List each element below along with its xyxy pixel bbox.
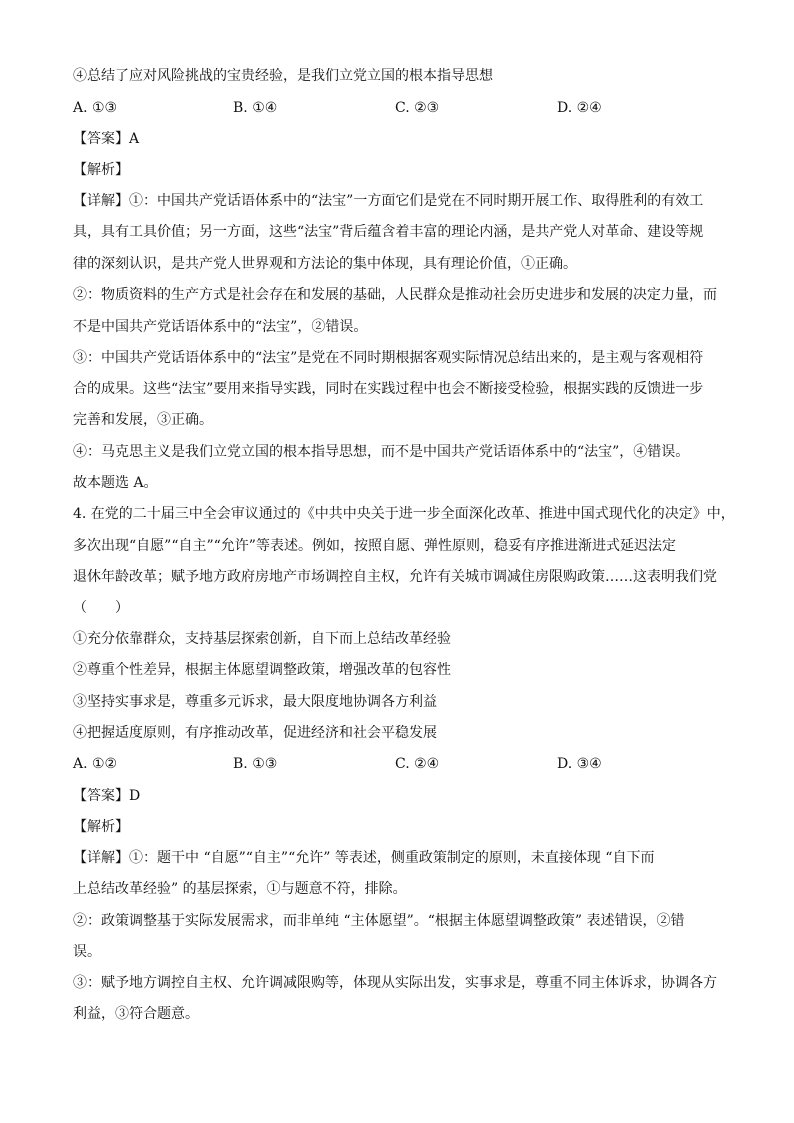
q3-answer: 【答案】A — [73, 131, 140, 147]
q3-detail-line: 合的成果。这些“法宝”要用来指导实践，同时在实践过程中也会不断接受检验，根据实践的反馈进一步 — [73, 381, 704, 397]
q3-detail-line: ②：物质资料的生产方式是社会存在和发展的基础，人民群众是推动社会历史进步和发展的决定力量，而 — [73, 287, 717, 303]
q4-answer-blank: （ ） — [73, 600, 129, 616]
q4-detail-line: 【详解】①：题干中 “自愿”“自主”“允许” 等表述，侧重政策制定的原则，未直接体现 “自下而 — [73, 850, 655, 866]
q4-answer: 【答案】D — [73, 788, 141, 804]
q4-option-d: D. ③④ — [557, 756, 602, 772]
q4-detail-line: 利益，③符合题意。 — [73, 1006, 199, 1022]
q3-statement-4: ④总结了应对风险挑战的宝贵经验，是我们立党立国的根本指导思想 — [73, 68, 493, 84]
q3-detail-line: 具，具有工具价值；另一方面，这些“法宝”背后蕴含着丰富的理论内涵，是共产党人对革命、建设等规 — [73, 224, 704, 240]
q4-analysis-label: 【解析】 — [73, 819, 129, 835]
q3-option-a: A. ①③ — [73, 100, 118, 116]
q4-detail-line: 误。 — [73, 944, 101, 960]
q4-option-b: B. ①③ — [233, 756, 278, 772]
q4-detail-line: ②：政策调整基于实际发展需求，而非单纯 “主体愿望”。“根据主体愿望调整政策” 表述错误，②错 — [73, 913, 685, 929]
q4-option-c: C. ②④ — [395, 756, 440, 772]
q3-option-c: C. ②③ — [395, 100, 440, 116]
q3-conclusion: 故本题选 A。 — [73, 475, 158, 491]
q3-option-d: D. ②④ — [557, 100, 602, 116]
q4-option-a: A. ①② — [73, 756, 118, 772]
q3-detail-line: 不是中国共产党话语体系中的“法宝”，②错误。 — [73, 319, 368, 335]
q3-detail-line: 【详解】①：中国共产党话语体系中的“法宝”一方面它们是党在不同时期开展工作、取得胜利的有效工 — [73, 193, 704, 209]
q4-detail-line: ③：赋予地方调控自主权、允许调减限购等，体现从实际出发，实事求是，尊重不同主体诉求，协调各方 — [73, 975, 717, 991]
q3-options — [73, 98, 733, 118]
q3-detail-line: 完善和发展，③正确。 — [73, 412, 213, 428]
q4-stem-line: 退休年龄改革；赋予地方政府房地产市场调控自主权，允许有关城市调减住房限购政策……这表明我们党 — [73, 569, 717, 585]
q3-analysis-label: 【解析】 — [73, 162, 129, 178]
q4-statement-1: ①充分依靠群众，支持基层探索创新，自下而上总结改革经验 — [73, 631, 451, 647]
q3-detail-line: ③：中国共产党话语体系中的“法宝”是党在不同时期根据客观实际情况总结出来的，是主观与客观相符 — [73, 350, 704, 366]
q3-detail-line: ④：马克思主义是我们立党立国的根本指导思想，而不是中国共产党话语体系中的“法宝”，④错误。 — [73, 444, 690, 460]
q4-statement-3: ③坚持实事求是，尊重多元诉求，最大限度地协调各方利益 — [73, 694, 437, 710]
q4-detail-line: 上总结改革经验” 的基层探索，①与题意不符，排除。 — [73, 881, 407, 897]
q4-statement-4: ④把握适度原则，有序推动改革，促进经济和社会平稳发展 — [73, 725, 437, 741]
q4-stem-line: 4. 在党的二十届三中全会审议通过的《中共中央关于进一步全面深化改革、推进中国式现代化的决定》中， — [73, 506, 735, 522]
q4-options — [73, 754, 733, 774]
q3-detail-line: 律的深刻认识，是共产党人世界观和方法论的集中体现，具有理论价值，①正确。 — [73, 256, 577, 272]
q4-stem-line: 多次出现“自愿”“自主”“允许”等表述。例如，按照自愿、弹性原则，稳妥有序推进渐进式延迟法定 — [73, 538, 676, 554]
q4-statement-2: ②尊重个性差异，根据主体愿望调整政策，增强改革的包容性 — [73, 662, 451, 678]
q3-option-b: B. ①④ — [233, 100, 278, 116]
